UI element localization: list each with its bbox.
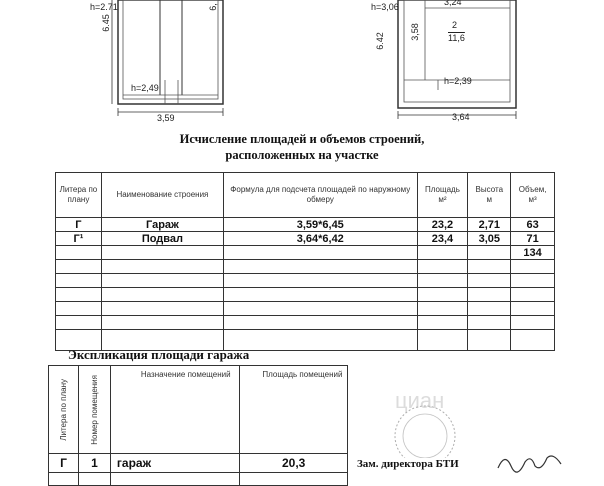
stamp-seal bbox=[365, 388, 485, 458]
col-volume-unit: м³ bbox=[528, 195, 537, 204]
table-row-empty bbox=[56, 302, 555, 316]
room-area: 11,6 bbox=[448, 33, 465, 43]
cell-area: 23,4 bbox=[417, 232, 468, 246]
plan-left-width-dimension: 3,59 bbox=[157, 113, 175, 123]
table-row-empty bbox=[56, 260, 555, 274]
col-formula: Формула для подсчета площадей по наружному обмеру bbox=[224, 173, 417, 218]
plan-right-height-label: h=3,06 bbox=[371, 2, 399, 12]
col-area-label: Площадь bbox=[425, 185, 460, 194]
expl-col-area: Площадь помещений bbox=[240, 366, 348, 454]
plan-right-drawing bbox=[398, 0, 516, 119]
expl-col-purpose: Назначение помещений bbox=[110, 366, 239, 454]
plan-left-bottom-height-label: h=2,49 bbox=[131, 83, 159, 93]
cell-height bbox=[468, 246, 511, 260]
cell-area bbox=[417, 246, 468, 260]
calc-title-line2: расположенных на участке bbox=[225, 148, 379, 162]
cell-litera: Г¹ bbox=[56, 232, 102, 246]
cell-height: 2,71 bbox=[468, 218, 511, 232]
expl-col-number bbox=[79, 366, 111, 454]
cell-volume: 63 bbox=[511, 218, 555, 232]
col-area bbox=[417, 173, 468, 218]
col-height bbox=[468, 173, 511, 218]
calc-title-line1: Исчисление площадей и объемов строений, bbox=[179, 132, 425, 146]
expl-cell-number: 1 bbox=[79, 454, 111, 473]
table-row bbox=[56, 232, 555, 246]
calc-table bbox=[55, 172, 555, 351]
cell-name: Гараж bbox=[101, 218, 223, 232]
room-number: 2 bbox=[452, 20, 458, 30]
expl-cell-litera: Г bbox=[49, 454, 79, 473]
col-litera: Литера по плану bbox=[56, 173, 102, 218]
expl-col-litera-label: Литера по плану bbox=[59, 378, 68, 441]
cell-name bbox=[101, 246, 223, 260]
cell-volume-total: 134 bbox=[511, 246, 555, 260]
expl-title: Экспликация площади гаража bbox=[68, 347, 250, 362]
plan-right-bottom-height-label: h=2,39 bbox=[444, 76, 472, 86]
signature-label: Зам. директора БТИ bbox=[357, 458, 459, 470]
expl-col-litera bbox=[49, 366, 79, 454]
expl-header-row bbox=[49, 366, 348, 454]
table-row bbox=[56, 218, 555, 232]
cell-name: Подвал bbox=[101, 232, 223, 246]
cell-formula: 3,59*6,45 bbox=[224, 218, 417, 232]
table-row-empty bbox=[49, 473, 348, 486]
cell-height: 3,05 bbox=[468, 232, 511, 246]
plan-right-top-dimension: 3,24 bbox=[444, 0, 462, 7]
col-area-unit: м² bbox=[438, 195, 447, 204]
floor-plans bbox=[0, 0, 604, 130]
table-row bbox=[56, 246, 555, 260]
cell-area: 23,2 bbox=[417, 218, 468, 232]
cell-litera: Г bbox=[56, 218, 102, 232]
col-height-unit: м bbox=[486, 195, 493, 204]
calc-header-row bbox=[56, 173, 555, 218]
table-row-empty bbox=[56, 274, 555, 288]
expl-cell-purpose: гараж bbox=[110, 454, 239, 473]
cell-volume: 71 bbox=[511, 232, 555, 246]
table-row-empty bbox=[56, 288, 555, 302]
watermark-logo: циан bbox=[395, 388, 445, 413]
cell-formula bbox=[224, 246, 417, 260]
table-row bbox=[49, 454, 348, 473]
expl-table bbox=[48, 365, 348, 486]
plan-right-width-dimension: 3,64 bbox=[452, 112, 470, 122]
col-volume bbox=[511, 173, 555, 218]
plan-left-side-dimension: 6.45 bbox=[100, 14, 111, 32]
plan-left-height-label: h=2.71 bbox=[90, 2, 118, 12]
col-height-label: Высота bbox=[475, 185, 504, 194]
col-volume-label: Объем, bbox=[518, 185, 547, 194]
plan-left-right-dimension: 6, bbox=[207, 3, 218, 11]
plan-right-inner-dimension: 3,58 bbox=[409, 23, 420, 41]
plan-right-side-dimension: 6.42 bbox=[374, 32, 385, 50]
signature-scribble bbox=[495, 448, 565, 476]
col-name: Наименование строения bbox=[101, 173, 223, 218]
expl-cell-area: 20,3 bbox=[240, 454, 348, 473]
plan-left-drawing bbox=[112, 0, 223, 116]
cell-litera bbox=[56, 246, 102, 260]
cell-formula: 3,64*6,42 bbox=[224, 232, 417, 246]
table-row-empty bbox=[56, 316, 555, 330]
expl-col-number-label: Номер помещения bbox=[89, 374, 99, 445]
